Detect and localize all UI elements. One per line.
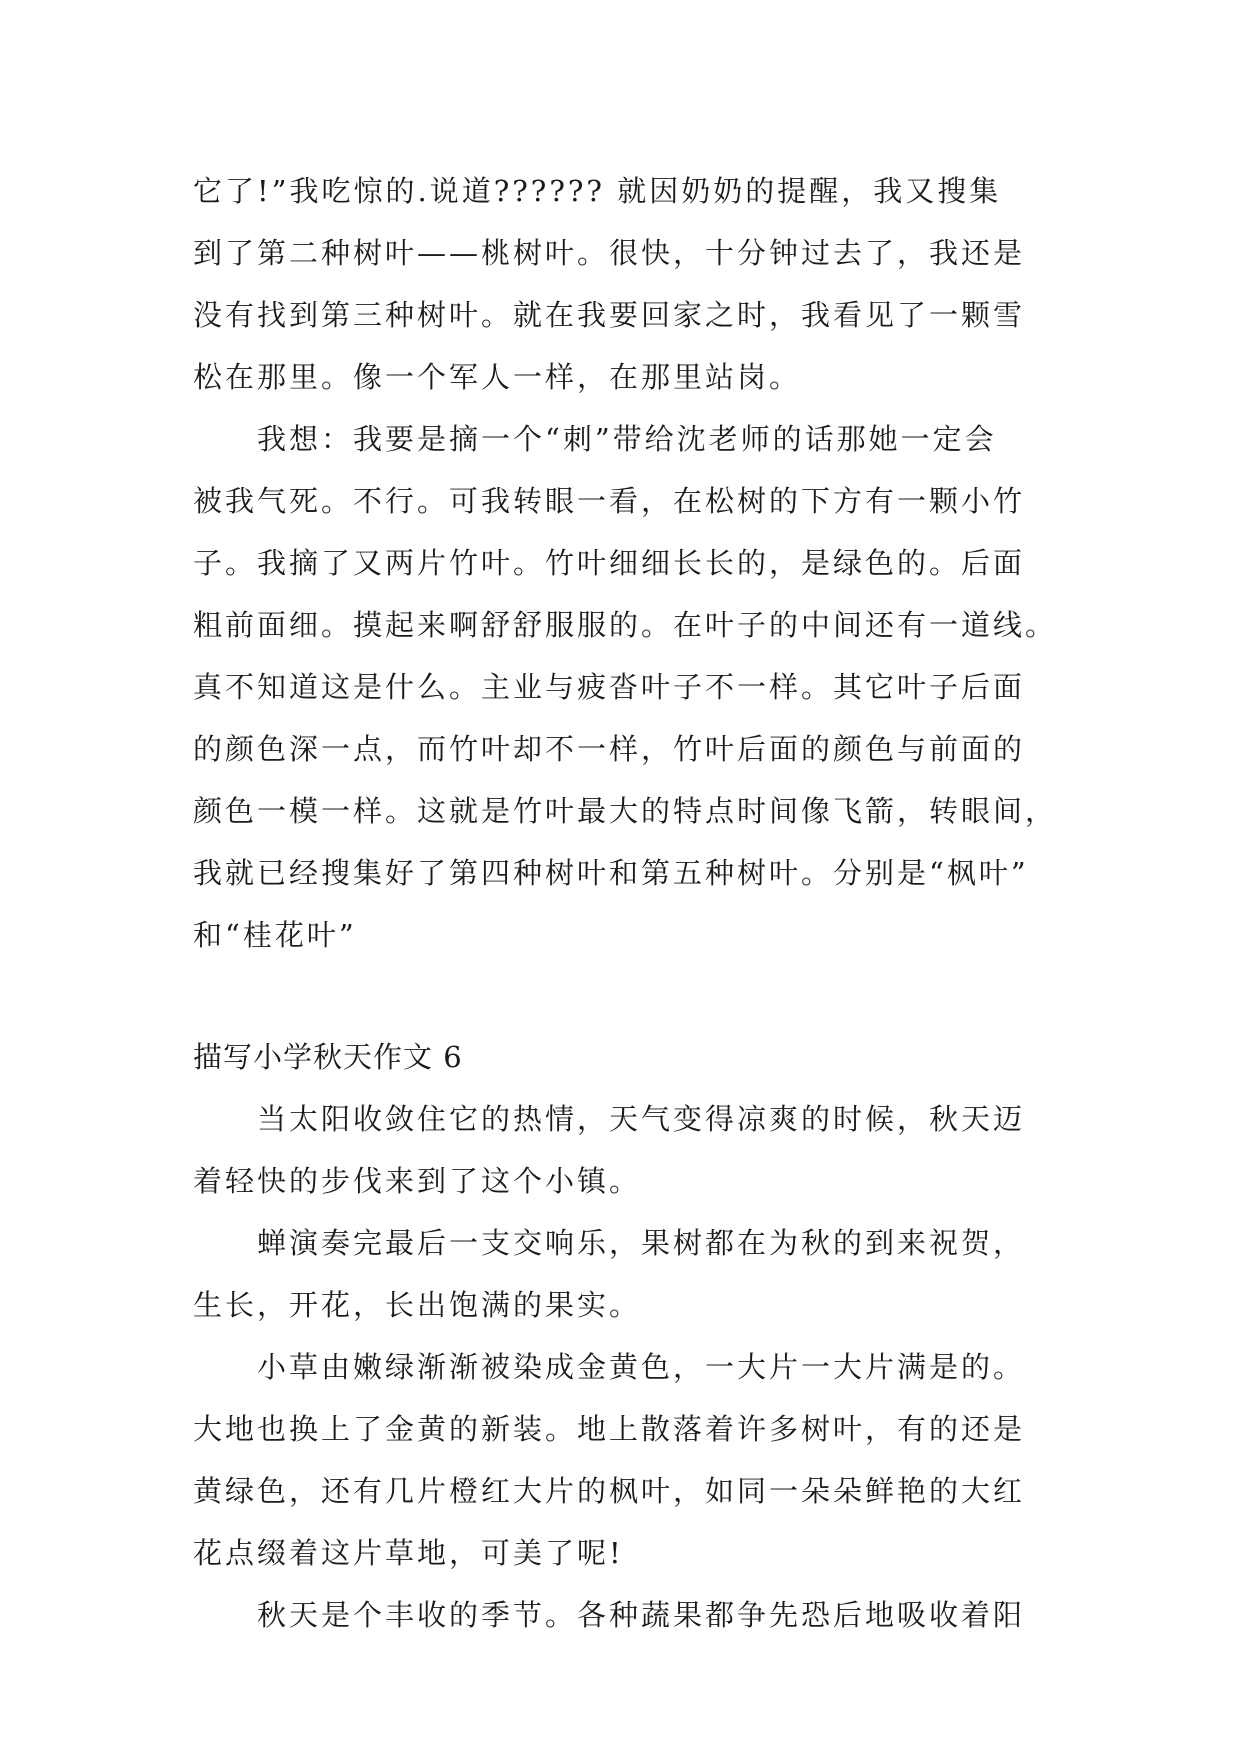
paragraph-3 <box>193 1088 1053 1212</box>
text-line: 黄绿色，还有几片橙红大片的枫叶，如同一朵朵鲜艳的大红 <box>193 1474 1026 1508</box>
text-line: 的颜色深一点，而竹叶却不一样，竹叶后面的颜色与前面的 <box>193 732 1026 766</box>
text-line: 被我气死。不行。可我转眼一看，在松树的下方有一颗小竹 <box>193 484 1026 518</box>
text-line: 粗前面细。摸起来啊舒舒服服的。在叶子的中间还有一道线。 <box>193 608 1058 642</box>
paragraph-1 <box>193 160 1053 408</box>
text-line: 着轻快的步伐来到了这个小镇。 <box>193 1164 642 1198</box>
paragraph-5 <box>193 1336 1053 1584</box>
paragraph-4 <box>193 1212 1053 1336</box>
text-line: 花点缀着这片草地，可美了呢! <box>193 1536 624 1570</box>
text-line: 松在那里。像一个军人一样，在那里站岗。 <box>193 360 802 394</box>
text-line: 我想：我要是摘一个“刺”带给沈老师的话那她一定会 <box>257 422 997 456</box>
text-line: 蝉演奏完最后一支交响乐，果树都在为秋的到来祝贺， <box>257 1226 1026 1260</box>
text-line: 当太阳收敛住它的热情，天气变得凉爽的时候，秋天迈 <box>257 1102 1026 1136</box>
section-heading: 描写小学秋天作文 6 <box>193 1040 463 1074</box>
text-line: 生长，开花，长出饱满的果实。 <box>193 1288 642 1322</box>
text-line: 没有找到第三种树叶。就在我要回家之时，我看见了一颗雪 <box>193 298 1026 332</box>
text-line: 颜色一模一样。这就是竹叶最大的特点时间像飞箭，转眼间， <box>193 794 1058 828</box>
text-line: 真不知道这是什么。主业与疲沓叶子不一样。其它叶子后面 <box>193 670 1026 704</box>
text-line: 我就已经搜集好了第四种树叶和第五种树叶。分别是“枫叶” <box>193 856 1029 890</box>
text-line: 到了第二种树叶——桃树叶。很快，十分钟过去了，我还是 <box>193 236 1026 270</box>
paragraph-6 <box>193 1584 1053 1646</box>
document-page <box>193 160 1058 1646</box>
text-line: 小草由嫩绿渐渐被染成金黄色，一大片一大片满是的。 <box>257 1350 1026 1384</box>
text-line: 秋天是个丰收的季节。各种蔬果都争先恐后地吸收着阳 <box>257 1598 1026 1632</box>
section-gap <box>193 966 1053 1026</box>
text-line: 和“桂花叶” <box>193 918 357 952</box>
text-line: 子。我摘了又两片竹叶。竹叶细细长长的，是绿色的。后面 <box>193 546 1026 580</box>
text-line: 大地也换上了金黄的新装。地上散落着许多树叶，有的还是 <box>193 1412 1026 1446</box>
text-line: 它了!”我吃惊的.说道?????? 就因奶奶的提醒，我又搜集 <box>193 174 1002 208</box>
paragraph-2 <box>193 408 1058 966</box>
